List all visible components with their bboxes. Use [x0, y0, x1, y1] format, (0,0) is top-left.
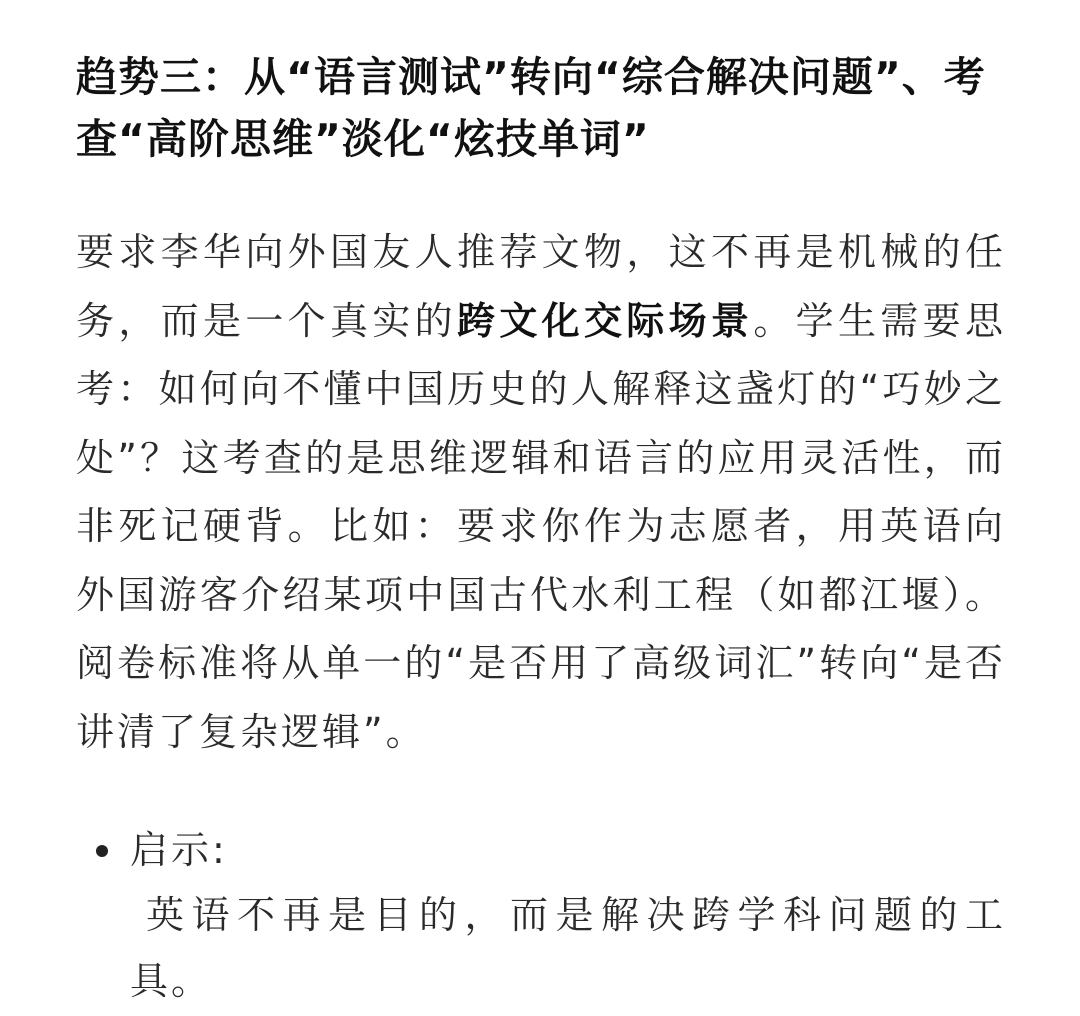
- paragraph-bold-phrase: 跨文化交际场景: [456, 298, 754, 343]
- bullet-list: [76, 818, 1006, 1014]
- bullet-text: 英语不再是目的，而是解决跨学科问题的工具。: [130, 893, 1006, 1003]
- list-item: [76, 818, 1006, 1014]
- section-heading: 趋势三：从“语言测试”转向“综合解决问题”、考查“高阶思维”淡化“炫技单词”: [76, 53, 986, 163]
- article: [76, 46, 1006, 1014]
- paragraph-text-1: 要求李华向外国友人推荐文物，这不再是机械的任务，而是一个真实的: [76, 230, 1006, 343]
- body-paragraph: [76, 218, 1006, 766]
- paragraph-text-2: 。学生需要思考：如何向不懂中国历史的人解释这盏灯的“巧妙之处”？这考查的是思维逻辑和语言的应用灵活性，而非死记硬背。比如：要求你作为志愿者，用英语向外国游客介绍某项中国古代水利工程（如都江堰）。 阅卷标准将从单一的“是否用了高级词汇”转向“是否讲清了复杂逻辑”。: [76, 298, 1006, 754]
- bullet-label: 启示:: [130, 828, 228, 872]
- bullet-dot-icon: [96, 845, 108, 857]
